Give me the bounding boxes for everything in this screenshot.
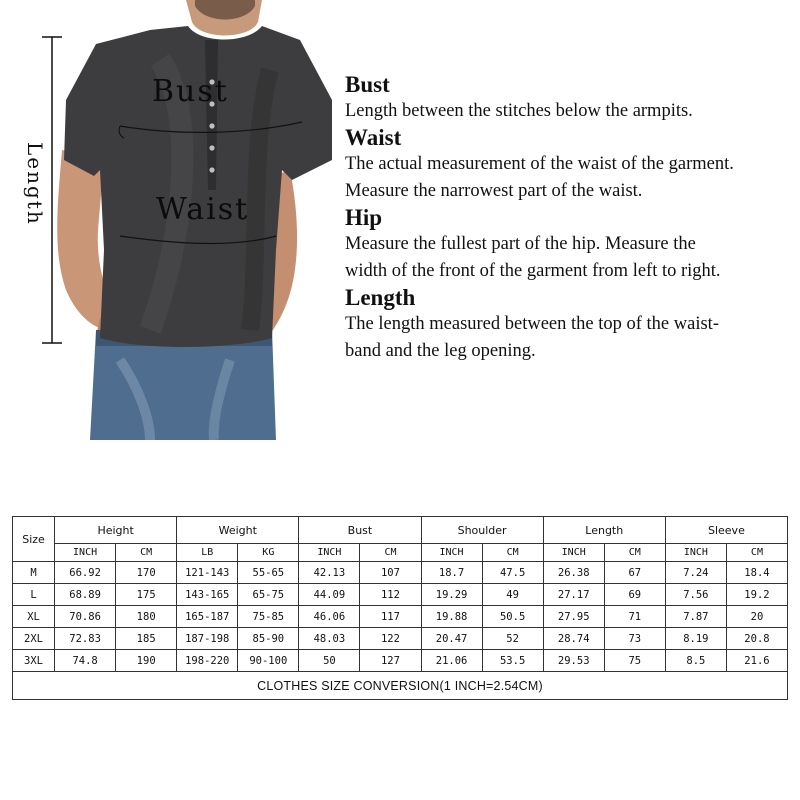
table-cell: 20.47 [421, 628, 482, 650]
table-row [13, 562, 788, 584]
table-cell: 170 [116, 562, 177, 584]
section-text: width of the front of the garment from left to right. [345, 261, 721, 281]
length-section [345, 285, 795, 365]
section-text: The actual measurement of the waist of the garment. [345, 154, 734, 174]
height-header: Height [55, 517, 177, 544]
table-cell: 7.87 [665, 606, 726, 628]
sleeve-header: Sleeve [665, 517, 787, 544]
bust-header: Bust [299, 517, 421, 544]
table-cell: 68.89 [55, 584, 116, 606]
section-text: The length measured between the top of the waist- [345, 314, 719, 334]
table-cell: 117 [360, 606, 421, 628]
table-cell: 8.5 [665, 650, 726, 672]
waist-overlay-label: Waist [156, 192, 250, 227]
unit-header: INCH [299, 544, 360, 562]
table-cell: 85-90 [238, 628, 299, 650]
unit-header-row [13, 544, 788, 562]
table-cell: 18.4 [726, 562, 787, 584]
section-text: Measure the narrowest part of the waist. [345, 181, 643, 201]
table-cell: 127 [360, 650, 421, 672]
table-cell: 27.17 [543, 584, 604, 606]
table-cell: 46.06 [299, 606, 360, 628]
table-cell: 53.5 [482, 650, 543, 672]
length-header: Length [543, 517, 665, 544]
unit-header: CM [116, 544, 177, 562]
table-cell: 20.8 [726, 628, 787, 650]
table-cell: 90-100 [238, 650, 299, 672]
size-rows [13, 562, 788, 672]
table-cell: 70.86 [55, 606, 116, 628]
table-cell: 187-198 [177, 628, 238, 650]
table-cell: 185 [116, 628, 177, 650]
table-cell: 7.24 [665, 562, 726, 584]
section-text: Length between the stitches below the armpits. [345, 101, 693, 121]
table-cell: 48.03 [299, 628, 360, 650]
unit-header: LB [177, 544, 238, 562]
table-cell: 42.13 [299, 562, 360, 584]
bust-section [345, 72, 795, 125]
table-cell: 73 [604, 628, 665, 650]
unit-header: INCH [421, 544, 482, 562]
table-cell: 74.8 [55, 650, 116, 672]
table-cell: 75-85 [238, 606, 299, 628]
table-cell: 55-65 [238, 562, 299, 584]
section-title: Hip [345, 205, 383, 230]
conversion-note: CLOTHES SIZE CONVERSION(1 INCH=2.54CM) [13, 672, 788, 700]
table-cell: 21.06 [421, 650, 482, 672]
table-row [13, 584, 788, 606]
table-cell: 18.7 [421, 562, 482, 584]
size-chart-table [12, 516, 788, 700]
table-cell: 50.5 [482, 606, 543, 628]
size-cell: 3XL [13, 650, 55, 672]
hip-section [345, 205, 795, 285]
table-cell: 175 [116, 584, 177, 606]
length-overlay-label: Length [23, 142, 47, 226]
bust-overlay-label: Bust [152, 74, 229, 109]
table-row [13, 650, 788, 672]
table-cell: 19.29 [421, 584, 482, 606]
section-text: Measure the fullest part of the hip. Measure the [345, 234, 696, 254]
table-cell: 143-165 [177, 584, 238, 606]
table-cell: 65-75 [238, 584, 299, 606]
table-cell: 107 [360, 562, 421, 584]
table-cell: 69 [604, 584, 665, 606]
size-cell: L [13, 584, 55, 606]
table-cell: 7.56 [665, 584, 726, 606]
conversion-footer-row [13, 672, 788, 700]
table-cell: 19.88 [421, 606, 482, 628]
size-column-header: Size [13, 517, 55, 562]
table-cell: 66.92 [55, 562, 116, 584]
unit-header: CM [482, 544, 543, 562]
table-cell: 19.2 [726, 584, 787, 606]
section-text: band and the leg opening. [345, 341, 536, 361]
table-cell: 21.6 [726, 650, 787, 672]
table-cell: 75 [604, 650, 665, 672]
section-title: Length [345, 285, 416, 310]
size-cell: 2XL [13, 628, 55, 650]
shoulder-header: Shoulder [421, 517, 543, 544]
table-row [13, 606, 788, 628]
table-cell: 112 [360, 584, 421, 606]
table-cell: 8.19 [665, 628, 726, 650]
table-cell: 27.95 [543, 606, 604, 628]
table-cell: 165-187 [177, 606, 238, 628]
table-cell: 122 [360, 628, 421, 650]
table-row [13, 628, 788, 650]
table-cell: 180 [116, 606, 177, 628]
table-cell: 49 [482, 584, 543, 606]
waist-section [345, 125, 795, 205]
unit-header: INCH [55, 544, 116, 562]
table-cell: 52 [482, 628, 543, 650]
table-cell: 71 [604, 606, 665, 628]
table-cell: 47.5 [482, 562, 543, 584]
unit-header: CM [604, 544, 665, 562]
group-header-row [13, 517, 788, 544]
section-title: Waist [345, 125, 402, 150]
weight-header: Weight [177, 517, 299, 544]
table-cell: 28.74 [543, 628, 604, 650]
table-cell: 29.53 [543, 650, 604, 672]
size-cell: M [13, 562, 55, 584]
table-cell: 121-143 [177, 562, 238, 584]
unit-header: KG [238, 544, 299, 562]
unit-header: INCH [543, 544, 604, 562]
table-cell: 72.83 [55, 628, 116, 650]
unit-header: CM [726, 544, 787, 562]
table-cell: 190 [116, 650, 177, 672]
table-cell: 198-220 [177, 650, 238, 672]
unit-header: CM [360, 544, 421, 562]
size-cell: XL [13, 606, 55, 628]
measurement-descriptions [345, 72, 795, 365]
table-cell: 26.38 [543, 562, 604, 584]
table-cell: 20 [726, 606, 787, 628]
table-cell: 50 [299, 650, 360, 672]
section-title: Bust [345, 72, 390, 97]
table-cell: 67 [604, 562, 665, 584]
unit-header: INCH [665, 544, 726, 562]
table-cell: 44.09 [299, 584, 360, 606]
